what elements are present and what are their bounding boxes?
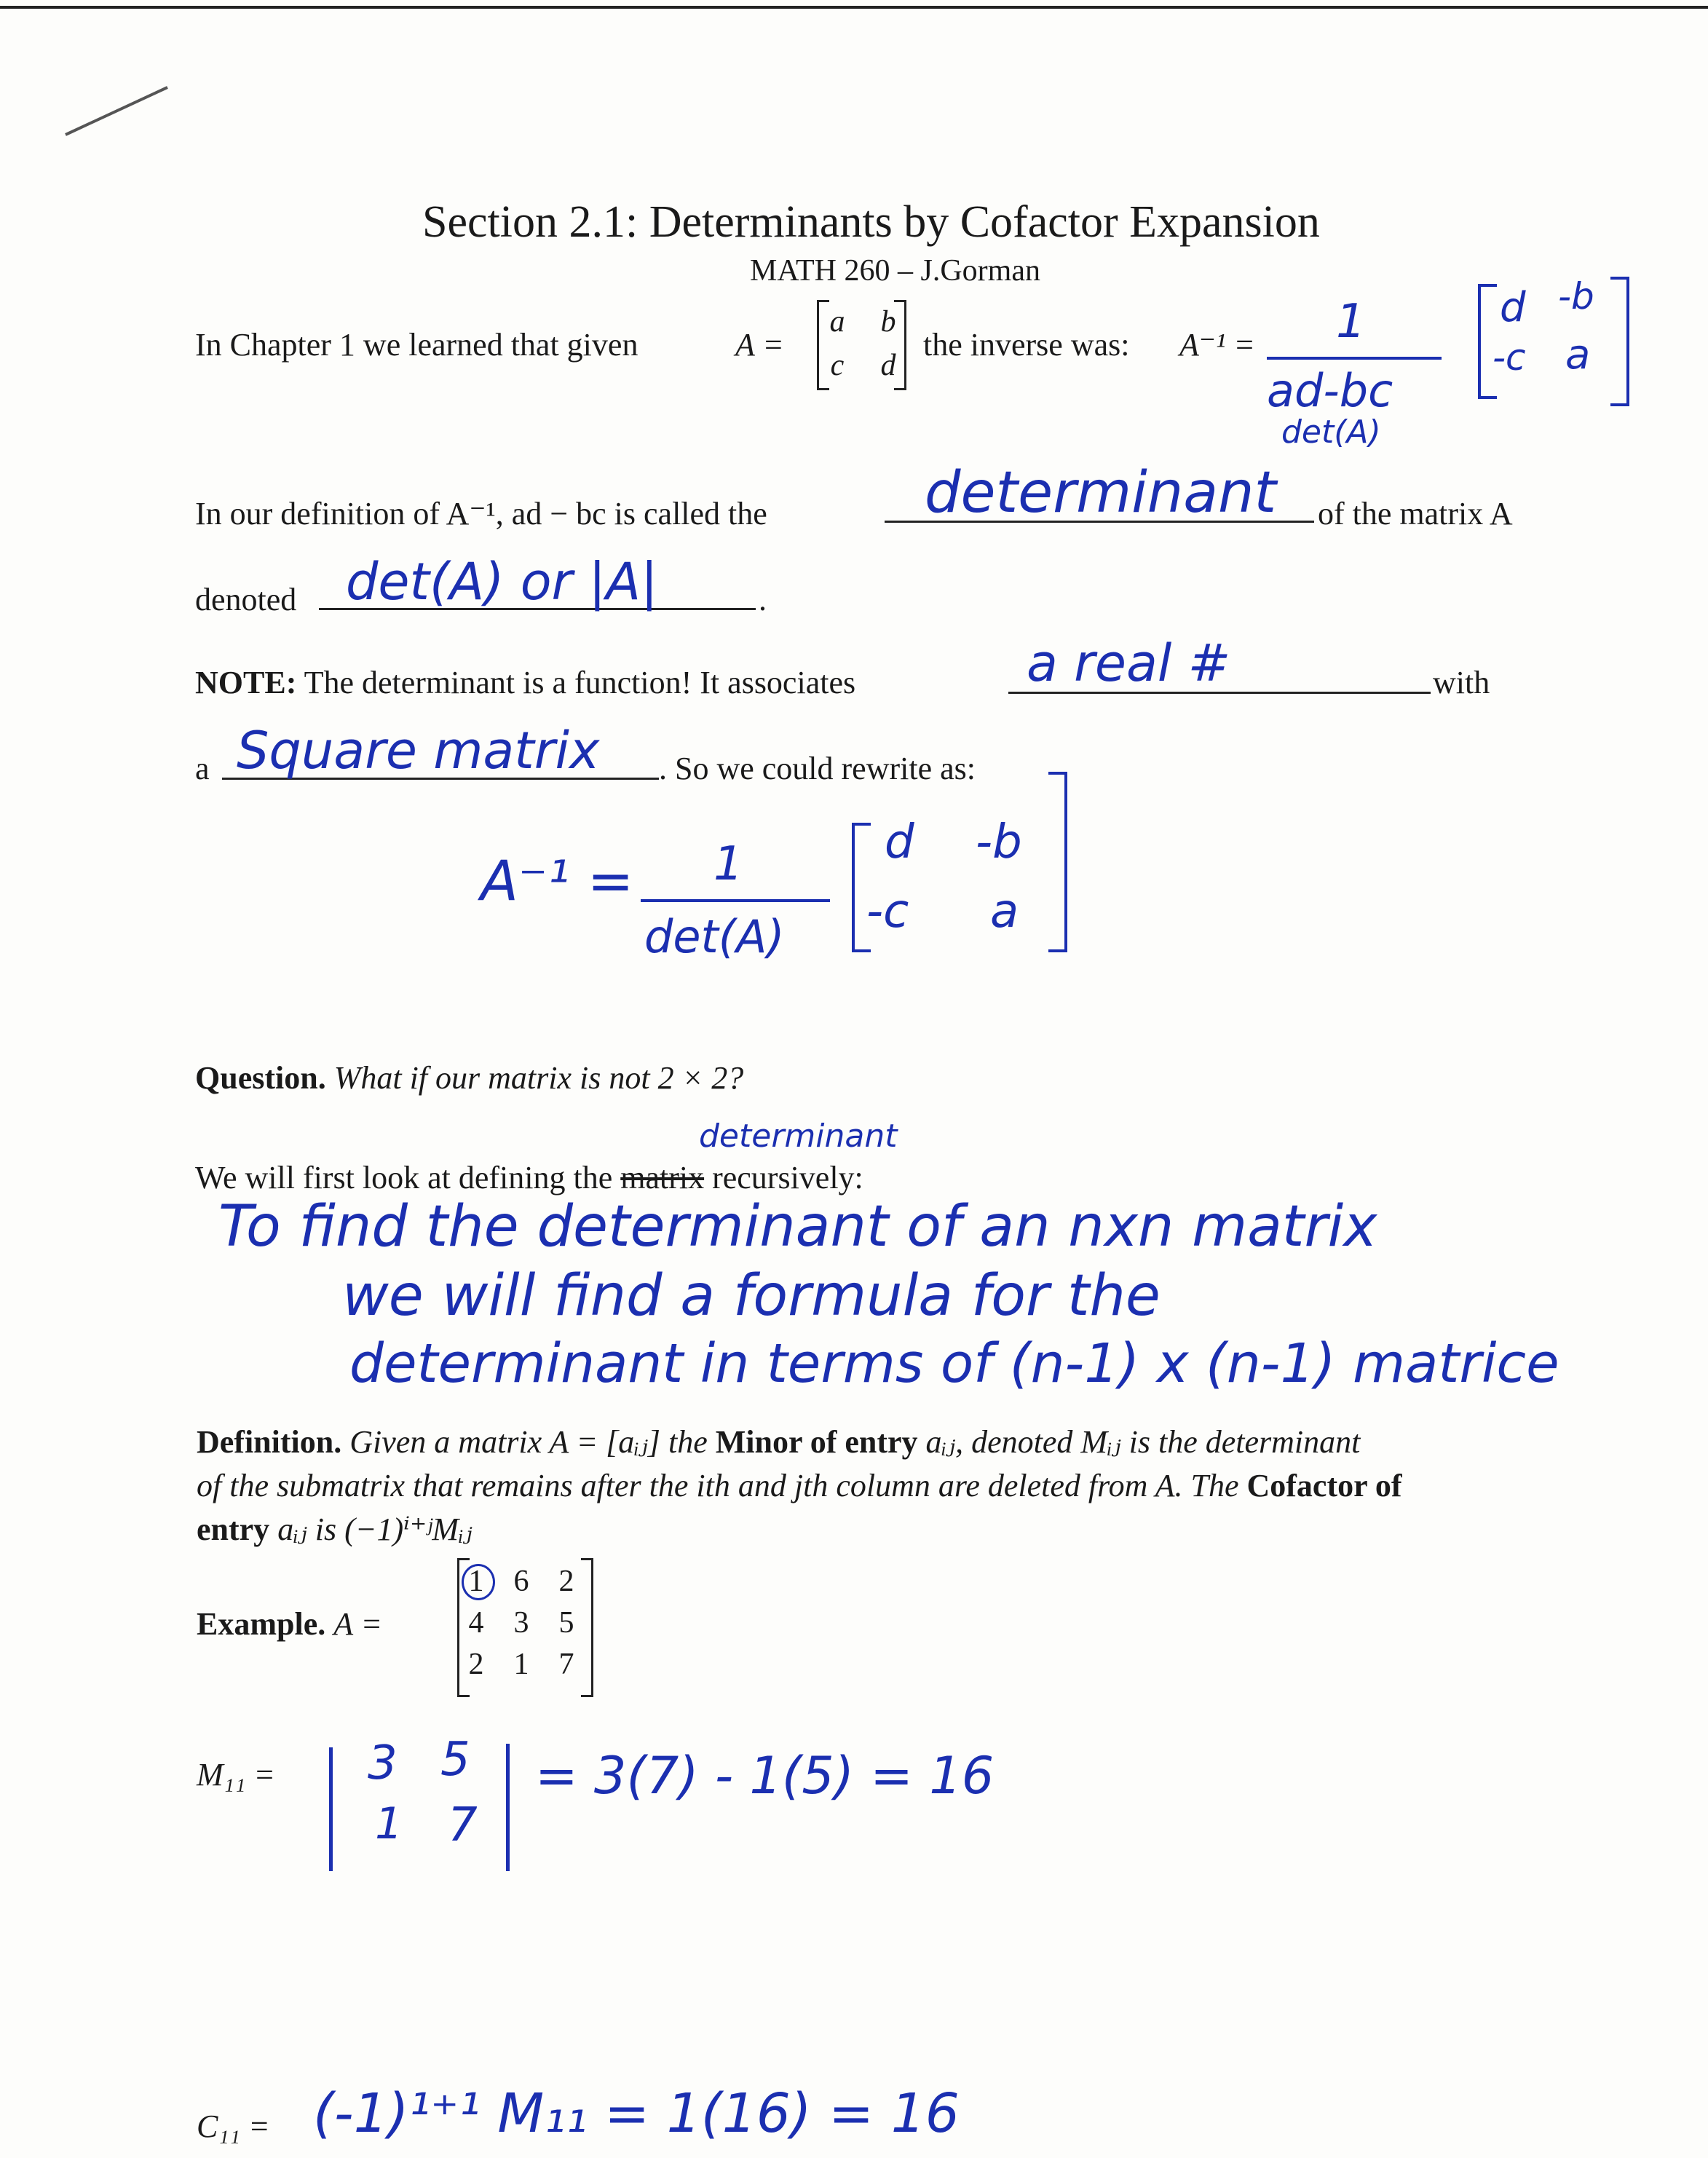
definition-line-1: Definition. Given a matrix A = [aᵢⱼ] the Minor of entry aᵢⱼ, denoted Mᵢⱼ is the determinant — [197, 1424, 1361, 1460]
hw-recursive-line-3: determinant in terms of (n-1) x (n-1) matrice — [349, 1332, 1559, 1395]
example-matrix-cell: 7 — [558, 1648, 574, 1681]
hw-minor-det-cell: 7 — [448, 1798, 478, 1852]
intro-matrix-cell: c — [830, 349, 845, 382]
hw-fraction-bar — [1267, 357, 1442, 360]
staple-mark — [58, 80, 175, 146]
hw-rewrite-numerator: 1 — [713, 837, 743, 891]
def-line-tail: of the matrix A — [1318, 496, 1513, 531]
example-matrix-cell: 1 — [468, 1565, 484, 1598]
hw-rewrite-denominator: det(A) — [644, 910, 785, 963]
hw-answer-determinant: determinant — [925, 460, 1277, 526]
minor-label: M₁₁ = — [197, 1757, 275, 1793]
intro-matrix-cell: b — [880, 305, 896, 339]
hw-inverse-numerator: 1 — [1336, 295, 1366, 349]
intro-matrix-cell: a — [829, 305, 845, 339]
example-matrix-cell: 3 — [513, 1606, 529, 1640]
hw-det-note: det(A) — [1281, 414, 1381, 451]
hw-rewrite-matrix-cell: a — [990, 885, 1019, 938]
hw-rewrite-fraction-bar — [641, 899, 830, 902]
definition-line-3: entry aᵢⱼ is (−1)ⁱ⁺ʲMᵢⱼ — [197, 1511, 473, 1547]
intro-matrix-cell: d — [880, 349, 896, 382]
example-matrix-cell: 6 — [513, 1565, 529, 1598]
hw-minor-det-cell: 5 — [440, 1733, 470, 1787]
hw-note-answer-1: a real # — [1027, 633, 1231, 693]
hw-minor-det-cell: 3 — [368, 1736, 398, 1790]
hw-minor-det-cell: 1 — [375, 1798, 403, 1849]
example-matrix-cell: 2 — [468, 1648, 484, 1681]
def-line-lead: In our definition of A⁻¹, ad − bc is called the — [195, 496, 767, 531]
intro-a-eq: A = — [735, 327, 784, 363]
intro-mid: the inverse was: — [923, 327, 1130, 363]
example-matrix-cell: 1 — [513, 1648, 529, 1681]
hw-inserted-word: determinant — [699, 1118, 898, 1155]
hw-note-answer-2: Square matrix — [237, 721, 600, 780]
question: Question. What if our matrix is not 2 × 2? — [195, 1060, 744, 1096]
hw-inverse-matrix-cell: a — [1565, 331, 1591, 379]
hw-denoted-answer: det(A) or |A| — [346, 552, 658, 612]
definition-line-2: of the submatrix that remains after the ith and jth column are deleted from A. The Cofactor of — [197, 1468, 1402, 1503]
note-with: with — [1433, 665, 1490, 700]
note-text: NOTE: The determinant is a function! It associates — [195, 665, 856, 700]
top-scan-border — [0, 6, 1708, 9]
hw-inverse-matrix-cell: -b — [1558, 275, 1594, 317]
hw-rewrite-matrix-cell: -b — [976, 815, 1022, 869]
hw-rewrite-matrix-cell: d — [885, 815, 914, 869]
note-rewrite: . So we could rewrite as: — [659, 751, 976, 786]
hw-minor-result: = 3(7) - 1(5) = 16 — [535, 1746, 995, 1806]
hw-inverse-denominator: ad-bc — [1267, 364, 1393, 417]
hw-inverse-matrix-cell: -c — [1492, 336, 1526, 379]
example-matrix-cell: 5 — [558, 1606, 574, 1640]
denoted-period: . — [759, 582, 767, 617]
intro-lead: In Chapter 1 we learned that given — [195, 327, 638, 363]
page-title: Section 2.1: Determinants by Cofactor Expansion — [422, 197, 1320, 247]
hw-recursive-line-2: we will find a formula for the — [342, 1263, 1161, 1329]
hw-cofactor-result: (-1)¹⁺¹ M₁₁ = 1(16) = 16 — [313, 2082, 960, 2145]
example-label: Example. A = — [197, 1606, 383, 1642]
hw-rewrite-matrix-cell: -c — [866, 885, 909, 938]
intro-inv-eq: A⁻¹ = — [1179, 327, 1255, 363]
example-matrix-cell: 4 — [468, 1606, 484, 1640]
hw-rewrite-lhs: A⁻¹ = — [481, 848, 634, 913]
example-matrix-cell: 2 — [558, 1565, 574, 1598]
note-a: a — [195, 751, 210, 786]
circle-mark — [462, 1564, 495, 1600]
hw-recursive-line-1: To find the determinant of an nxn matrix — [218, 1194, 1377, 1260]
cofactor-label: C₁₁ = — [197, 2108, 270, 2144]
struck-word: matrix — [620, 1160, 705, 1195]
recursive-line: We will first look at defining the matrix recursively: — [195, 1160, 863, 1195]
denoted-label: denoted — [195, 582, 297, 617]
hw-inverse-matrix-cell: d — [1500, 284, 1526, 331]
page-subtitle: MATH 260 – J.Gorman — [750, 254, 1040, 288]
